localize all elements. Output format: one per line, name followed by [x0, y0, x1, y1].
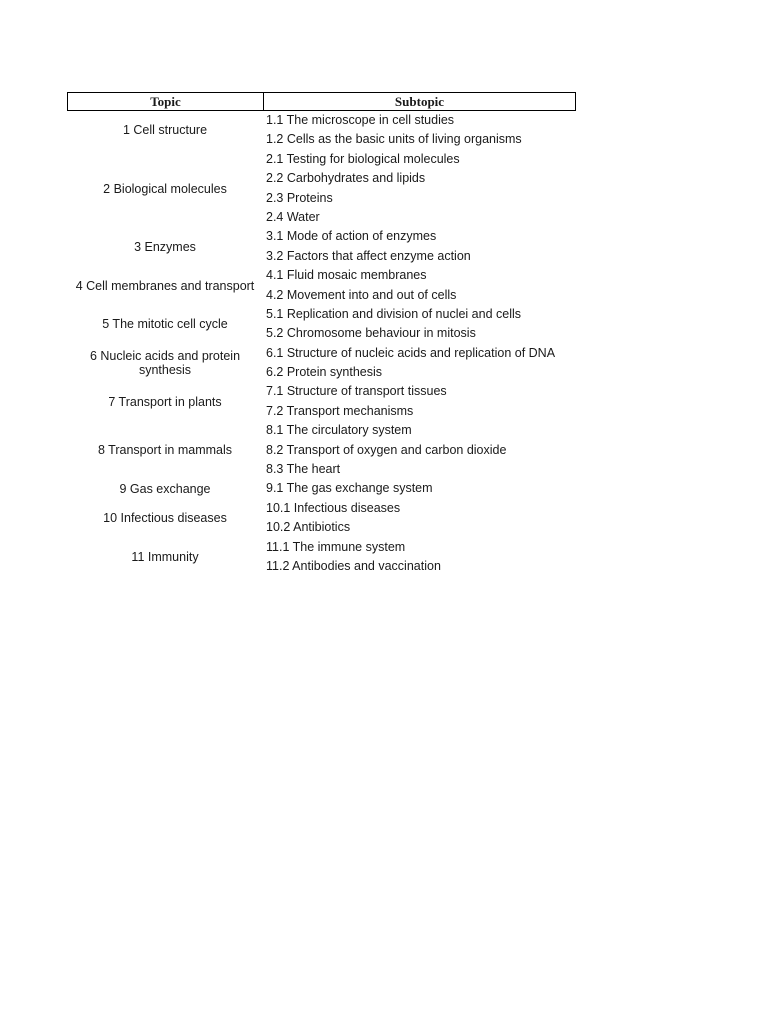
subtopic-item: 10.2 Antibiotics	[266, 520, 351, 535]
topic-group	[67, 538, 576, 577]
subtopic-list	[263, 344, 576, 383]
subtopic-item: 5.2 Chromosome behaviour in mitosis	[266, 326, 476, 341]
topic-group	[67, 305, 576, 344]
subtopic-item: 8.2 Transport of oxygen and carbon dioxide	[266, 442, 507, 457]
subtopic-item: 5.1 Replication and division of nuclei and cells	[266, 306, 522, 321]
subtopic-item: 4.2 Movement into and out of cells	[266, 287, 457, 302]
table-body	[67, 111, 576, 576]
subtopic-list	[263, 150, 576, 228]
subtopic-item: 7.2 Transport mechanisms	[266, 403, 414, 418]
topic-group	[67, 111, 576, 150]
topic-group	[67, 499, 576, 538]
subtopic-list	[263, 538, 576, 577]
subtopic-item: 1.1 The microscope in cell studies	[266, 113, 455, 127]
subtopic-list	[263, 111, 576, 150]
topic-cell: 9 Gas exchange	[119, 482, 211, 497]
topic-cell: 10 Infectious diseases	[103, 511, 227, 526]
topic-group	[67, 150, 576, 228]
topic-cell: 2 Biological molecules	[103, 181, 227, 196]
topic-cell: 4 Cell membranes and transport	[75, 278, 255, 293]
subtopic-list	[263, 305, 576, 344]
topic-cell: 11 Immunity	[131, 549, 199, 564]
subtopic-item: 8.3 The heart	[266, 462, 341, 477]
subtopic-item: 7.1 Structure of transport tissues	[266, 384, 447, 399]
topic-group	[67, 344, 576, 383]
topic-cell: 6 Nucleic acids and protein synthesis	[89, 349, 241, 378]
topic-group	[67, 227, 576, 266]
subtopic-list	[263, 499, 576, 538]
subtopic-list	[263, 421, 576, 479]
topic-cell: 1 Cell structure	[122, 123, 208, 138]
subtopic-item: 8.1 The circulatory system	[266, 423, 412, 438]
subtopic-item: 2.1 Testing for biological molecules	[266, 151, 460, 166]
subtopic-item: 11.1 The immune system	[266, 539, 406, 554]
subtopic-item: 2.2 Carbohydrates and lipids	[266, 171, 426, 186]
subtopic-item: 6.1 Structure of nucleic acids and replication of DNA	[266, 345, 556, 360]
topic-cell: 7 Transport in plants	[108, 394, 222, 409]
topic-group	[67, 382, 576, 421]
topic-group	[67, 266, 576, 305]
subtopic-list	[263, 227, 576, 266]
subtopic-item: 6.2 Protein synthesis	[266, 365, 383, 380]
topic-cell: 8 Transport in mammals	[97, 443, 233, 458]
subtopic-list	[263, 382, 576, 421]
subtopic-list	[263, 479, 576, 498]
subtopic-column-header: Subtopic	[394, 94, 445, 109]
subtopic-item: 4.1 Fluid mosaic membranes	[266, 268, 427, 283]
topic-group	[67, 479, 576, 498]
subtopic-item: 9.1 The gas exchange system	[266, 481, 433, 496]
subtopic-item: 2.4 Water	[266, 209, 320, 224]
topic-group	[67, 421, 576, 479]
subtopic-item: 3.2 Factors that affect enzyme action	[266, 248, 471, 263]
table-header	[67, 92, 576, 111]
subtopic-item: 1.2 Cells as the basic units of living organisms	[266, 132, 522, 147]
subtopic-list	[263, 266, 576, 305]
subtopic-item: 11.2 Antibodies and vaccination	[266, 558, 441, 573]
topic-column-header: Topic	[68, 93, 264, 110]
topic-cell: 5 The mitotic cell cycle	[102, 317, 228, 332]
subtopic-item: 2.3 Proteins	[266, 190, 333, 205]
subtopic-item: 10.1 Infectious diseases	[266, 500, 401, 515]
topic-cell: 3 Enzymes	[134, 239, 196, 254]
subtopic-item: 3.1 Mode of action of enzymes	[266, 229, 437, 244]
